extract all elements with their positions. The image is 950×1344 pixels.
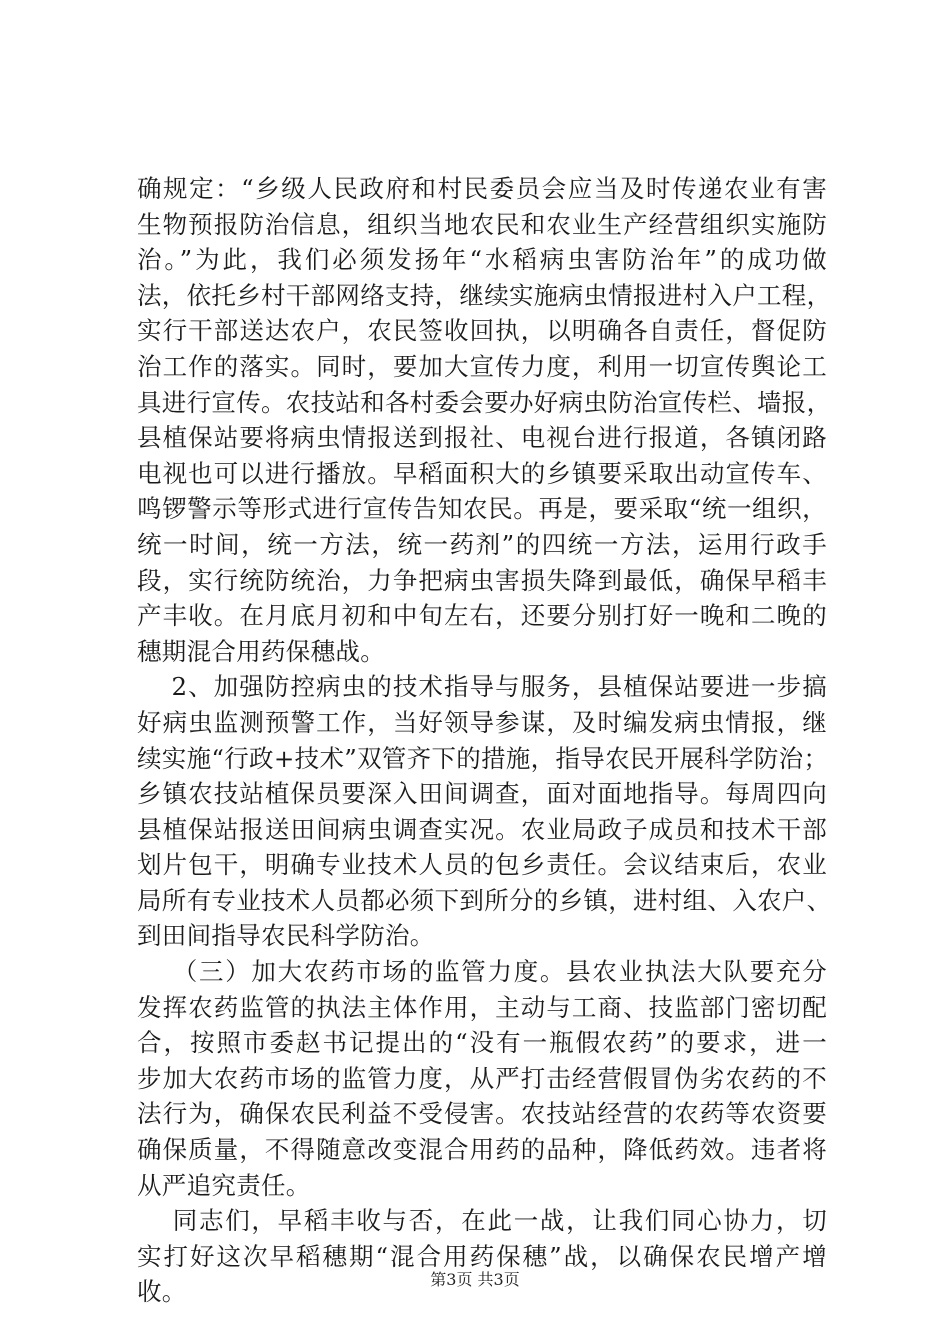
text-line: 划片包干，明确专业技术人员的包乡责任。会议结束后，农业 <box>137 850 827 880</box>
text-line: 确规定：“乡级人民政府和村民委员会应当及时传递农业有害 <box>137 174 827 203</box>
text-line: 续实施“行政+技术”双管齐下的措施，指导农民开展科学防治； <box>137 743 829 773</box>
text-line: 实打好这次早稻穗期“混合用药保穗”战，以确保农民增产增 <box>137 1241 827 1271</box>
text-line: 局所有专业技术人员都必须下到所分的乡镇，进村组、入农户、 <box>137 885 832 915</box>
page-footer <box>0 1270 950 1290</box>
text-line: 到田间指导农民科学防治。 <box>137 921 435 951</box>
text-line: 法行为，确保农民利益不受侵害。农技站经营的农药等农资要 <box>137 1099 827 1129</box>
text-line: 实行干部送达农户，农民签收回执，以明确各自责任，督促防 <box>137 316 827 346</box>
text-line: 从严追究责任。 <box>137 1170 311 1200</box>
text-line: 治工作的落实。同时，要加大宣传力度，利用一切宣传舆论工 <box>137 351 827 381</box>
text-line: 乡镇农技站植保员要深入田间调查，面对面地指导。每周四向 <box>137 779 827 809</box>
paragraph-start-line: 2、加强防控病虫的技术指导与服务，县植保站要进一步搞 <box>137 672 827 702</box>
text-line: 鸣锣警示等形式进行宣传告知农民。再是，要采取“统一组织， <box>137 494 827 524</box>
text-line: 段，实行统防统治，力争把病虫害损失降到最低，确保早稻丰 <box>137 565 827 595</box>
text-line: 统一时间，统一方法，统一药剂”的四统一方法，运用行政手 <box>137 529 827 559</box>
text-line: 步加大农药市场的监管力度，从严打击经营假冒伪劣农药的不 <box>137 1063 827 1093</box>
text-line: 具进行宣传。农技站和各村委会要办好病虫防治宣传栏、墙报， <box>137 387 832 417</box>
text-line: 县植保站报送田间病虫调查实况。农业局政子成员和技术干部 <box>137 814 827 844</box>
text-line: 县植保站要将病虫情报送到报社、电视台进行报道，各镇闭路 <box>137 423 827 453</box>
text-line: 治。”为此，我们必须发扬年“水稻病虫害防治年”的成功做 <box>137 245 827 275</box>
paragraph-start-line: （三）加大农药市场的监管力度。县农业执法大队要充分 <box>137 957 827 987</box>
body-text <box>137 171 832 1310</box>
text-line: 发挥农药监管的执法主体作用，主动与工商、技监部门密切配 <box>137 992 827 1022</box>
text-line: 电视也可以进行播放。早稻面积大的乡镇要采取出动宣传车、 <box>137 458 827 488</box>
text-line: 好病虫监测预警工作，当好领导参谋，及时编发病虫情报，继 <box>137 707 827 737</box>
text-line: 合，按照市委赵书记提出的“没有一瓶假农药”的要求，进一 <box>137 1028 827 1058</box>
text-line: 法，依托乡村干部网络支持，继续实施病虫情报进村入户工程， <box>137 280 832 310</box>
text-line: 穗期混合用药保穗战。 <box>137 636 385 666</box>
paragraph-start-line: 同志们，早稻丰收与否，在此一战，让我们同心协力，切 <box>137 1206 827 1236</box>
page-number-label: 第3页 共3页 <box>430 1270 520 1289</box>
text-line: 收。 <box>137 1277 187 1307</box>
text-line: 产丰收。在月底月初和中旬左右，还要分别打好一晚和二晚的 <box>137 601 827 631</box>
text-line: 确保质量，不得随意改变混合用药的品种，降低药效。违者将 <box>137 1135 827 1165</box>
text-line: 生物预报防治信息，组织当地农民和农业生产经营组织实施防 <box>137 209 827 239</box>
